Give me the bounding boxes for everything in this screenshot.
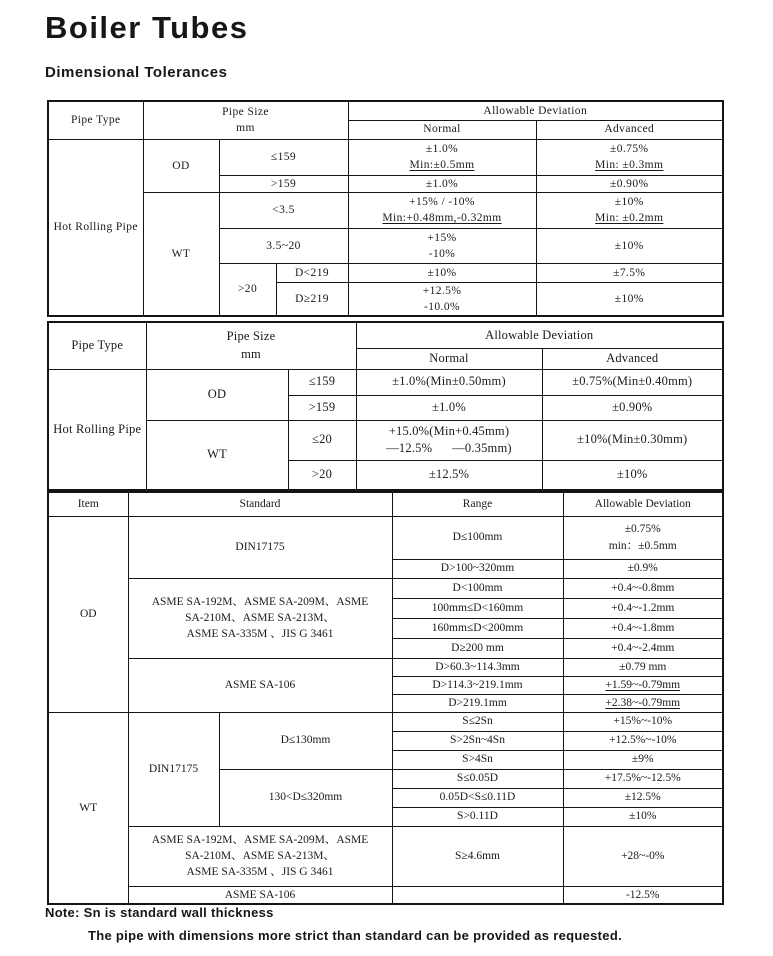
t1-wt-lt35-advanced-line1: ±10% <box>614 196 644 208</box>
t3-od-din-deviation-1: ±0.9% <box>563 559 723 578</box>
note-line-1: Note: Sn is standard wall thickness <box>45 905 274 920</box>
t2-od-le159-normal: ±1.0%(Min±0.50mm) <box>356 369 542 395</box>
t1-wt-label: WT <box>143 192 219 316</box>
t1-od-gt159-advanced: ±0.90% <box>536 175 723 192</box>
t2-wt-gt20-advanced: ±10% <box>542 460 723 490</box>
t3-od-din-range-0: D≤100mm <box>392 516 563 559</box>
t3-wt-asme-range: S≥4.6mm <box>392 826 563 886</box>
t3-od-sa106-range-0: D>60.3~114.3mm <box>392 658 563 676</box>
t3-od-din-deviation-0-line1: ±0.75% <box>624 523 661 536</box>
t1-wt-gt20-lt219-normal: ±10% <box>348 263 536 282</box>
t1-od-le159-advanced-line2: Min: ±0.3mm <box>595 159 664 171</box>
tolerance-table-1 <box>47 100 724 317</box>
t3-wt-d130-range-2: S>4Sn <box>392 750 563 769</box>
t3-wt-asme-standard-line3: ASME SA-335M 、JIS G 3461 <box>186 866 334 879</box>
t2-od-gt159-normal: ±1.0% <box>356 395 542 420</box>
t1-wt-gt20-ge219-sub: D≥219 <box>276 282 348 316</box>
t3-od-asme-range-0: D<100mm <box>392 578 563 598</box>
t2-pipe-type-value: Hot Rolling Pipe <box>48 369 146 490</box>
t1-od-le159-advanced-line1: ±0.75% <box>610 142 649 155</box>
t1-wt-lt35-normal <box>348 192 536 228</box>
t1-od-le159-size: ≤159 <box>219 139 348 175</box>
t3-wt-d130-range-1: S>2Sn~4Sn <box>392 731 563 750</box>
t1-od-le159-advanced <box>536 139 723 175</box>
t2-wt-le20-normal-line2: —12.5% —0.35mm) <box>386 441 512 455</box>
t3-wt-d130-range-0: S≤2Sn <box>392 712 563 731</box>
t3-od-asme-standard-line3: ASME SA-335M 、JIS G 3461 <box>186 628 334 641</box>
t3-wt-d320-range-2: S>0.11D <box>392 807 563 826</box>
t1-wt-gt20-ge219-normal-line1: +12.5% <box>422 284 462 297</box>
t3-wt-din-standard: DIN17175 <box>128 712 219 826</box>
t1-wt-gt20-lt219-advanced: ±7.5% <box>536 263 723 282</box>
t1-wt-3520-normal-line2: -10% <box>428 247 456 260</box>
t2-wt-gt20-size: >20 <box>288 460 356 490</box>
tolerance-table-2 <box>47 321 724 491</box>
t2-od-gt159-size: >159 <box>288 395 356 420</box>
t3-od-asme-deviation-0: +0.4~-0.8mm <box>563 578 723 598</box>
t3-wt-d320-deviation-0: +17.5%~-12.5% <box>563 769 723 788</box>
t3-od-asme-range-1: 100mm≤D<160mm <box>392 598 563 618</box>
t2-wt-le20-normal-line1: +15.0%(Min+0.45mm) <box>388 423 510 438</box>
t3-od-asme-standard-line1: ASME SA-192M、ASME SA-209M、ASME <box>151 595 369 608</box>
t3-wt-sa106-range <box>392 886 563 904</box>
t3-wt-d130-deviation-0: +15%~-10% <box>563 712 723 731</box>
t2-header-unit: mm <box>241 346 261 361</box>
t3-od-asme-deviation-3: +0.4~-2.4mm <box>563 638 723 658</box>
page-subtitle: Dimensional Tolerances <box>45 64 228 81</box>
t3-od-asme-deviation-1: +0.4~-1.2mm <box>563 598 723 618</box>
t2-header-normal: Normal <box>356 348 542 369</box>
t1-wt-3520-advanced: ±10% <box>536 228 723 263</box>
t1-pipe-type-value: Hot Rolling Pipe <box>48 139 143 316</box>
t1-header-pipe-type: Pipe Type <box>48 101 143 139</box>
t3-wt-d320-deviation-1: ±12.5% <box>563 788 723 807</box>
t3-od-sa106-deviation-1-text: +1.59~-0.79mm <box>605 678 681 691</box>
t2-header-allowable-deviation: Allowable Deviation <box>356 322 723 348</box>
t2-header-advanced: Advanced <box>542 348 723 369</box>
t1-wt-lt35-advanced-line2: Min: ±0.2mm <box>595 212 664 225</box>
t2-header-pipe-size-label: Pipe Size <box>226 329 276 344</box>
t2-od-label: OD <box>146 369 288 420</box>
t3-od-asme-standard-line2: SA-210M、ASME SA-213M、 <box>185 611 335 624</box>
t2-od-le159-size: ≤159 <box>288 369 356 395</box>
t2-header-pipe-size <box>146 322 356 369</box>
t3-od-sa106-deviation-2 <box>563 694 723 712</box>
t1-od-label: OD <box>143 139 219 192</box>
t3-od-din-deviation-0-line2: min：±0.5mm <box>608 539 677 552</box>
standards-table <box>47 491 724 905</box>
t1-wt-gt20-ge219-normal <box>348 282 536 316</box>
t3-header-range: Range <box>392 492 563 516</box>
t3-od-sa106-range-2: D>219.1mm <box>392 694 563 712</box>
t3-header-allowable-deviation: Allowable Deviation <box>563 492 723 516</box>
t3-od-asme-range-3: D≥200 mm <box>392 638 563 658</box>
t1-wt-gt20-lt219-sub: D<219 <box>276 263 348 282</box>
t3-wt-sa106-standard: ASME SA-106 <box>128 886 392 904</box>
t3-od-sa106-deviation-2-text: +2.38~-0.79mm <box>605 696 681 709</box>
t1-wt-lt35-normal-line1: +15% / -10% <box>409 196 475 208</box>
t1-header-unit: mm <box>236 122 255 135</box>
t3-od-sa106-standard: ASME SA-106 <box>128 658 392 712</box>
t1-wt-lt35-normal-line2: Min:+0.48mm,-0.32mm <box>382 212 502 225</box>
t3-wt-din-d130-label: D≤130mm <box>219 712 392 769</box>
t1-header-normal: Normal <box>348 120 536 139</box>
t1-od-gt159-size: >159 <box>219 175 348 192</box>
t3-od-asme-range-2: 160mm≤D<200mm <box>392 618 563 638</box>
t1-od-le159-normal-line1: ±1.0% <box>425 142 459 155</box>
t3-od-sa106-range-1: D>114.3~219.1mm <box>392 676 563 694</box>
t3-wt-d320-deviation-2: ±10% <box>563 807 723 826</box>
t3-wt-asme-standard-line1: ASME SA-192M、ASME SA-209M、ASME <box>151 833 369 846</box>
t1-wt-lt35-advanced <box>536 192 723 228</box>
t2-wt-le20-normal <box>356 420 542 460</box>
t2-wt-le20-advanced: ±10%(Min±0.30mm) <box>542 420 723 460</box>
t1-od-le159-normal <box>348 139 536 175</box>
t3-od-label: OD <box>48 516 128 712</box>
t2-od-le159-advanced: ±0.75%(Min±0.40mm) <box>542 369 723 395</box>
t2-wt-le20-size: ≤20 <box>288 420 356 460</box>
t3-wt-label: WT <box>48 712 128 904</box>
t3-wt-sa106-deviation: -12.5% <box>563 886 723 904</box>
t3-header-item: Item <box>48 492 128 516</box>
t3-wt-din-d320-label: 130<D≤320mm <box>219 769 392 826</box>
t3-od-din-range-1: D>100~320mm <box>392 559 563 578</box>
t3-header-standard: Standard <box>128 492 392 516</box>
t3-wt-d130-deviation-2: ±9% <box>563 750 723 769</box>
t2-wt-label: WT <box>146 420 288 490</box>
t3-od-din-standard: DIN17175 <box>128 516 392 578</box>
note-line-2: The pipe with dimensions more strict than standard can be provided as requested. <box>88 928 622 943</box>
t1-header-pipe-size-label: Pipe Size <box>222 106 269 119</box>
t3-od-asme-deviation-2: +0.4~-1.8mm <box>563 618 723 638</box>
t1-wt-3520-size: 3.5~20 <box>219 228 348 263</box>
t1-od-le159-normal-line2: Min:±0.5mm <box>409 159 475 171</box>
t3-wt-d320-range-0: S≤0.05D <box>392 769 563 788</box>
t3-wt-asme-standard-line2: SA-210M、ASME SA-213M、 <box>185 849 335 862</box>
t3-wt-asme-deviation: +28~-0% <box>563 826 723 886</box>
t1-wt-gt20-size: >20 <box>219 263 276 316</box>
t1-header-advanced: Advanced <box>536 120 723 139</box>
t2-od-gt159-advanced: ±0.90% <box>542 395 723 420</box>
t2-header-pipe-type: Pipe Type <box>48 322 146 369</box>
t1-wt-lt35-size: <3.5 <box>219 192 348 228</box>
t3-wt-d130-deviation-1: +12.5%~-10% <box>563 731 723 750</box>
t3-wt-asme-standard <box>128 826 392 886</box>
t1-wt-3520-normal <box>348 228 536 263</box>
t1-od-gt159-normal: ±1.0% <box>348 175 536 192</box>
t1-header-pipe-size <box>143 101 348 139</box>
page-title: Boiler Tubes <box>45 10 249 45</box>
t1-wt-gt20-ge219-advanced: ±10% <box>536 282 723 316</box>
t1-header-allowable-deviation: Allowable Deviation <box>348 101 723 120</box>
t3-od-sa106-deviation-1 <box>563 676 723 694</box>
t1-wt-gt20-ge219-normal-line2: -10.0% <box>424 300 460 313</box>
t2-wt-gt20-normal: ±12.5% <box>356 460 542 490</box>
t3-wt-d320-range-1: 0.05D<S≤0.11D <box>392 788 563 807</box>
t3-od-asme-standard <box>128 578 392 658</box>
t3-od-din-deviation-0 <box>563 516 723 559</box>
t1-wt-3520-normal-line1: +15% <box>427 231 457 244</box>
t3-od-sa106-deviation-0: ±0.79 mm <box>563 658 723 676</box>
